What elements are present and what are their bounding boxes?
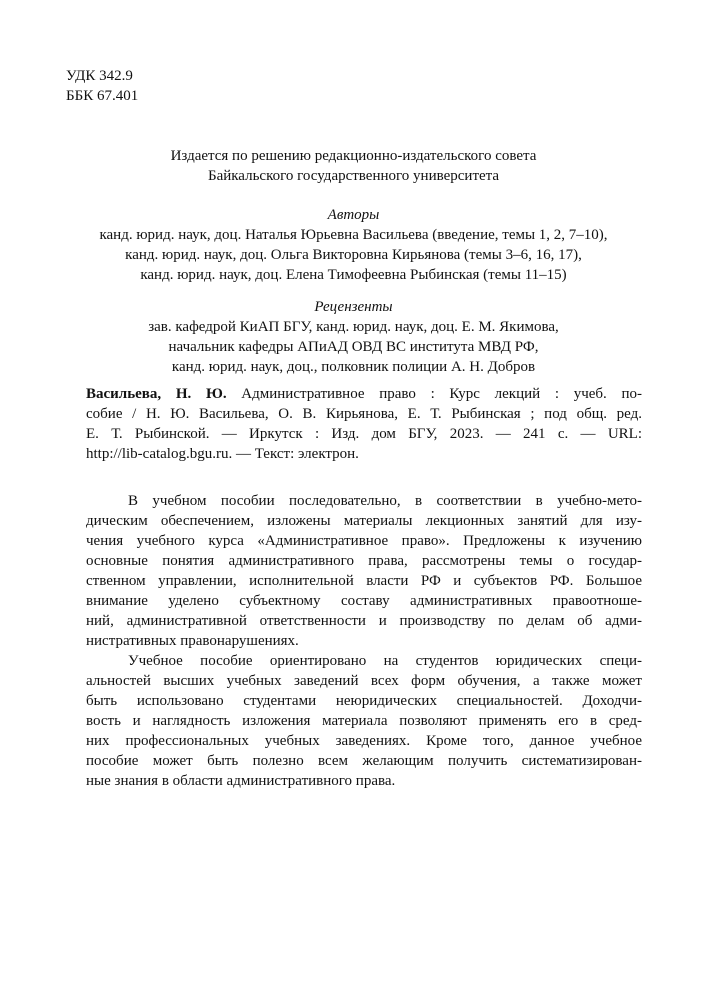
reviewers-heading: Рецензенты: [314, 299, 393, 315]
abstract-line: них профессиональных учебных заведениях. Кроме того, данное учебное: [86, 733, 642, 749]
abstract-line: дическим обеспечением, изложены материалы лекционных занятий для изу-: [86, 513, 642, 529]
author-line: канд. юрид. наук, доц. Елена Тимофеевна Рыбинская (темы 11–15): [140, 267, 567, 283]
reviewers-section: [66, 297, 641, 377]
abstract-line: чения учебного курса «Административное право». Предложены к изучению: [86, 533, 642, 549]
bibliographic-description: [86, 384, 642, 464]
publisher-note: [66, 146, 641, 186]
abstract-line: В учебном пособии последовательно, в соответствии в учебно-мето-: [128, 493, 642, 509]
biblio-line: http://lib-catalog.bgu.ru. — Текст: электрон.: [86, 446, 359, 462]
abstract-line: нистративных правонарушениях.: [86, 633, 299, 649]
reviewer-line: канд. юрид. наук, доц., полковник полиции А. Н. Добров: [171, 359, 536, 375]
abstract-line: пособие может быть полезно всем желающим получить систематизирован-: [86, 753, 642, 769]
abstract: [86, 491, 642, 791]
abstract-line: ственном управлении, исполнительной власти РФ и субъектов РФ. Большое: [86, 573, 642, 589]
bbk-code: ББК 67.401: [66, 88, 139, 104]
reviewer-line: начальник кафедры АПиАД ОВД ВС института МВД РФ,: [168, 339, 539, 355]
abstract-line: основные понятия административного права, рассмотрены темы о государ-: [86, 553, 642, 569]
abstract-line: ные знания в области административного права.: [86, 773, 396, 789]
abstract-line: вость и наглядность изложения материала позволяют применять его в сред-: [86, 713, 642, 729]
author-line: канд. юрид. наук, доц. Наталья Юрьевна Васильева (введение, темы 1, 2, 7–10),: [99, 227, 608, 243]
publisher-note-line: Байкальского государственного университета: [207, 168, 500, 184]
biblio-line: собие / Н. Ю. Васильева, О. В. Кирьянова, Е. Т. Рыбинская ; под общ. ред.: [86, 406, 642, 422]
abstract-line: Учебное пособие ориентировано на студентов юридических специ-: [128, 653, 642, 669]
biblio-line: Е. Т. Рыбинской. — Иркутск : Изд. дом БГУ, 2023. — 241 с. — URL:: [86, 426, 642, 442]
abstract-line: альностей высших учебных заведений всех форм обучения, а также может: [86, 673, 642, 689]
udk-code: УДК 342.9: [66, 68, 133, 84]
abstract-paragraph: [86, 491, 642, 651]
biblio-author: Васильева, Н. Ю.: [86, 386, 227, 402]
publisher-note-line: Издается по решению редакционно-издательского совета: [170, 148, 537, 164]
abstract-line: ний, административной ответственности и производству по делам об адми-: [86, 613, 642, 629]
biblio-title: Административное право : Курс лекций : учеб. по-: [226, 386, 643, 402]
authors-section: [66, 205, 641, 285]
abstract-paragraph: [86, 651, 642, 791]
authors-heading: Авторы: [327, 207, 380, 223]
abstract-line: внимание уделено субъектному составу административных правоотноше-: [86, 593, 642, 609]
reviewer-line: зав. кафедрой КиАП БГУ, канд. юрид. наук, доц. Е. М. Якимова,: [148, 319, 559, 335]
biblio-line: [86, 384, 642, 404]
classification-codes: [66, 66, 138, 106]
author-line: канд. юрид. наук, доц. Ольга Викторовна Кирьянова (темы 3–6, 16, 17),: [125, 247, 582, 263]
abstract-line: быть использовано студентами неюридических специальностей. Доходчи-: [86, 693, 642, 709]
